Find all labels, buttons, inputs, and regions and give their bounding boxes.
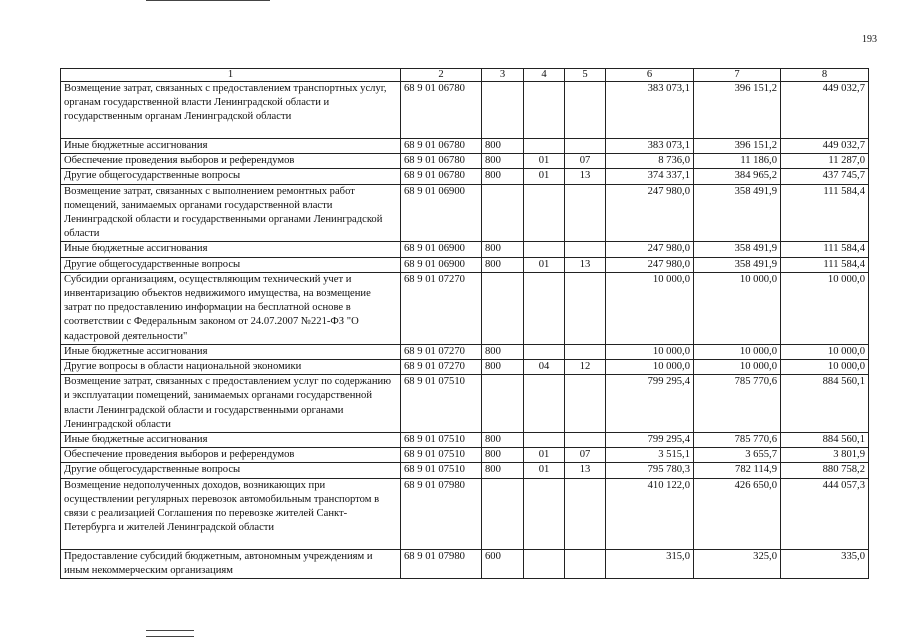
amount-year-1: 799 295,4 <box>606 433 694 448</box>
amount-year-3: 3 801,9 <box>781 448 869 463</box>
section <box>524 344 565 359</box>
amount-year-1: 247 980,0 <box>606 257 694 272</box>
amount-year-3: 335,0 <box>781 549 869 578</box>
amount-year-3: 449 032,7 <box>781 139 869 154</box>
expense-type: 800 <box>482 448 524 463</box>
subsection <box>565 375 606 433</box>
target-code: 68 9 01 06780 <box>401 139 482 154</box>
subsection <box>565 478 606 549</box>
table-row <box>61 169 869 184</box>
amount-year-2: 358 491,9 <box>694 257 781 272</box>
amount-year-2: 358 491,9 <box>694 184 781 242</box>
section <box>524 549 565 578</box>
table-row <box>61 184 869 242</box>
table-row <box>61 549 869 578</box>
expense-type: 800 <box>482 154 524 169</box>
expense-type: 800 <box>482 360 524 375</box>
table-row <box>61 360 869 375</box>
amount-year-3: 111 584,4 <box>781 242 869 257</box>
expense-type: 800 <box>482 463 524 478</box>
amount-year-1: 383 073,1 <box>606 139 694 154</box>
row-name: Другие вопросы в области национальной экономики <box>61 360 401 375</box>
amount-year-2: 396 151,2 <box>694 139 781 154</box>
amount-year-2: 396 151,2 <box>694 82 781 139</box>
target-code: 68 9 01 06780 <box>401 82 482 139</box>
section: 01 <box>524 448 565 463</box>
row-name: Возмещение затрат, связанных с предоставлением услуг по содержанию и эксплуатации помещений, занимаемых органами государственной власти Ленинградской области и государственными органами Ленинградской области <box>61 375 401 433</box>
section <box>524 478 565 549</box>
amount-year-1: 10 000,0 <box>606 360 694 375</box>
bottom-rule <box>146 630 194 631</box>
amount-year-2: 325,0 <box>694 549 781 578</box>
amount-year-2: 10 000,0 <box>694 360 781 375</box>
col-header-4: 4 <box>524 69 565 82</box>
amount-year-2: 384 965,2 <box>694 169 781 184</box>
amount-year-3: 449 032,7 <box>781 82 869 139</box>
section: 01 <box>524 154 565 169</box>
bottom-rule <box>146 636 194 637</box>
subsection <box>565 344 606 359</box>
amount-year-1: 10 000,0 <box>606 344 694 359</box>
amount-year-2: 785 770,6 <box>694 433 781 448</box>
table-row <box>61 478 869 549</box>
amount-year-1: 795 780,3 <box>606 463 694 478</box>
section: 01 <box>524 257 565 272</box>
table-row <box>61 139 869 154</box>
expense-type <box>482 478 524 549</box>
subsection <box>565 82 606 139</box>
subsection: 13 <box>565 463 606 478</box>
col-header-6: 6 <box>606 69 694 82</box>
target-code: 68 9 01 07270 <box>401 360 482 375</box>
top-rule <box>146 0 270 1</box>
expense-type <box>482 375 524 433</box>
amount-year-1: 383 073,1 <box>606 82 694 139</box>
target-code: 68 9 01 07510 <box>401 375 482 433</box>
amount-year-3: 111 584,4 <box>781 257 869 272</box>
section: 04 <box>524 360 565 375</box>
target-code: 68 9 01 06900 <box>401 257 482 272</box>
amount-year-2: 426 650,0 <box>694 478 781 549</box>
table-row <box>61 257 869 272</box>
table-row <box>61 463 869 478</box>
expense-type: 800 <box>482 169 524 184</box>
subsection: 07 <box>565 154 606 169</box>
expense-type: 800 <box>482 242 524 257</box>
row-name: Обеспечение проведения выборов и референдумов <box>61 154 401 169</box>
amount-year-3: 437 745,7 <box>781 169 869 184</box>
header-row <box>61 69 869 82</box>
subsection <box>565 433 606 448</box>
expense-type <box>482 272 524 344</box>
budget-table <box>60 68 869 579</box>
row-name: Иные бюджетные ассигнования <box>61 344 401 359</box>
amount-year-1: 247 980,0 <box>606 184 694 242</box>
amount-year-1: 3 515,1 <box>606 448 694 463</box>
section <box>524 375 565 433</box>
section: 01 <box>524 169 565 184</box>
subsection <box>565 184 606 242</box>
amount-year-3: 10 000,0 <box>781 272 869 344</box>
amount-year-3: 880 758,2 <box>781 463 869 478</box>
row-name: Обеспечение проведения выборов и референдумов <box>61 448 401 463</box>
table-row <box>61 448 869 463</box>
target-code: 68 9 01 07510 <box>401 433 482 448</box>
amount-year-1: 799 295,4 <box>606 375 694 433</box>
row-name: Субсидии организациям, осуществляющим технический учет и инвентаризацию объектов недвижимого имущества, на возмещение затрат по предоставлению информации на бесплатной основе в соответствии с Федеральным законом от 24.07.2007 №221-ФЗ "О кадастровой деятельности" <box>61 272 401 344</box>
target-code: 68 9 01 06900 <box>401 184 482 242</box>
row-name: Другие общегосударственные вопросы <box>61 463 401 478</box>
row-name: Иные бюджетные ассигнования <box>61 242 401 257</box>
target-code: 68 9 01 07270 <box>401 344 482 359</box>
amount-year-3: 884 560,1 <box>781 433 869 448</box>
table-row <box>61 242 869 257</box>
amount-year-1: 315,0 <box>606 549 694 578</box>
table-row <box>61 82 869 139</box>
amount-year-1: 8 736,0 <box>606 154 694 169</box>
amount-year-2: 11 186,0 <box>694 154 781 169</box>
amount-year-2: 10 000,0 <box>694 344 781 359</box>
subsection: 13 <box>565 169 606 184</box>
amount-year-2: 10 000,0 <box>694 272 781 344</box>
col-header-3: 3 <box>482 69 524 82</box>
amount-year-2: 3 655,7 <box>694 448 781 463</box>
section <box>524 433 565 448</box>
row-name: Иные бюджетные ассигнования <box>61 139 401 154</box>
table-row <box>61 433 869 448</box>
col-header-5: 5 <box>565 69 606 82</box>
section: 01 <box>524 463 565 478</box>
amount-year-3: 111 584,4 <box>781 184 869 242</box>
table-row <box>61 154 869 169</box>
subsection <box>565 549 606 578</box>
expense-type: 800 <box>482 139 524 154</box>
row-name: Иные бюджетные ассигнования <box>61 433 401 448</box>
amount-year-1: 247 980,0 <box>606 242 694 257</box>
subsection: 12 <box>565 360 606 375</box>
row-name: Предоставление субсидий бюджетным, автономным учреждениям и иным некоммерческим организациям <box>61 549 401 578</box>
amount-year-1: 374 337,1 <box>606 169 694 184</box>
amount-year-3: 444 057,3 <box>781 478 869 549</box>
amount-year-2: 785 770,6 <box>694 375 781 433</box>
target-code: 68 9 01 06780 <box>401 169 482 184</box>
expense-type: 800 <box>482 344 524 359</box>
target-code: 68 9 01 06780 <box>401 154 482 169</box>
row-name: Возмещение недополученных доходов, возникающих при осуществлении регулярных перевозок автомобильным транспортом в связи с реализацией Соглашения по перевозке жителей Санкт-Петербурга и жителей Ленинградской области <box>61 478 401 549</box>
page-number: 193 <box>862 34 877 45</box>
target-code: 68 9 01 07980 <box>401 549 482 578</box>
amount-year-1: 410 122,0 <box>606 478 694 549</box>
subsection: 07 <box>565 448 606 463</box>
target-code: 68 9 01 07510 <box>401 463 482 478</box>
target-code: 68 9 01 06900 <box>401 242 482 257</box>
expense-type: 600 <box>482 549 524 578</box>
col-header-7: 7 <box>694 69 781 82</box>
table-row <box>61 375 869 433</box>
section <box>524 82 565 139</box>
section <box>524 139 565 154</box>
subsection <box>565 272 606 344</box>
expense-type <box>482 184 524 242</box>
amount-year-3: 884 560,1 <box>781 375 869 433</box>
subsection <box>565 139 606 154</box>
row-name: Другие общегосударственные вопросы <box>61 169 401 184</box>
section <box>524 272 565 344</box>
row-name: Возмещение затрат, связанных с предоставлением транспортных услуг, органам государственной власти Ленинградской области и государственным органам Ленинградской области <box>61 82 401 139</box>
table-row <box>61 344 869 359</box>
col-header-8: 8 <box>781 69 869 82</box>
target-code: 68 9 01 07270 <box>401 272 482 344</box>
row-name: Другие общегосударственные вопросы <box>61 257 401 272</box>
target-code: 68 9 01 07980 <box>401 478 482 549</box>
row-name: Возмещение затрат, связанных с выполнением ремонтных работ помещений, занимаемых органами государственной власти Ленинградской области и государственными органами Ленинградской области <box>61 184 401 242</box>
section <box>524 184 565 242</box>
expense-type <box>482 82 524 139</box>
expense-type: 800 <box>482 433 524 448</box>
table-body <box>61 82 869 579</box>
col-header-2: 2 <box>401 69 482 82</box>
amount-year-1: 10 000,0 <box>606 272 694 344</box>
section <box>524 242 565 257</box>
target-code: 68 9 01 07510 <box>401 448 482 463</box>
amount-year-2: 358 491,9 <box>694 242 781 257</box>
expense-type: 800 <box>482 257 524 272</box>
col-header-1: 1 <box>61 69 401 82</box>
subsection: 13 <box>565 257 606 272</box>
subsection <box>565 242 606 257</box>
amount-year-3: 10 000,0 <box>781 360 869 375</box>
amount-year-2: 782 114,9 <box>694 463 781 478</box>
table-row <box>61 272 869 344</box>
amount-year-3: 10 000,0 <box>781 344 869 359</box>
amount-year-3: 11 287,0 <box>781 154 869 169</box>
